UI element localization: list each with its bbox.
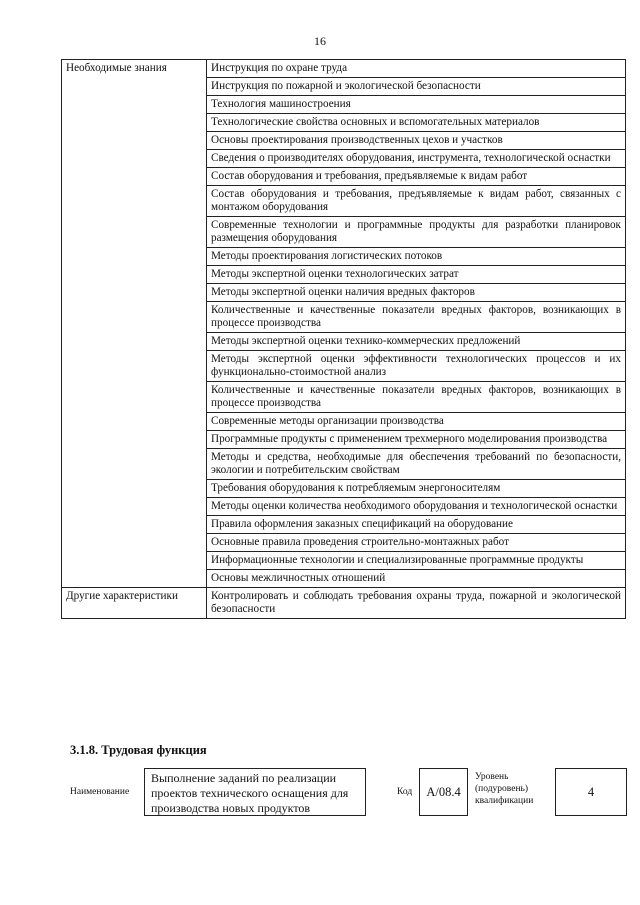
qualification-level-field: 4 bbox=[555, 768, 627, 816]
knowledge-item: Методы экспертной оценки технологических затрат bbox=[207, 266, 626, 284]
knowledge-item: Состав оборудования и требования, предъявляемые к видам работ bbox=[207, 168, 626, 186]
name-label: Наименование bbox=[70, 787, 130, 797]
knowledge-item: Количественные и качественные показатели вредных факторов, возникающих в процессе производства bbox=[207, 302, 626, 333]
knowledge-item: Методы экспертной оценки наличия вредных факторов bbox=[207, 284, 626, 302]
knowledge-item: Сведения о производителях оборудования, инструмента, технологической оснастки bbox=[207, 150, 626, 168]
knowledge-item: Методы экспертной оценки технико-коммерческих предложений bbox=[207, 333, 626, 351]
knowledge-item: Методы оценки количества необходимого оборудования и технологической оснастки bbox=[207, 498, 626, 516]
knowledge-item: Программные продукты с применением трехмерного моделирования производства bbox=[207, 431, 626, 449]
section-title: 3.1.8. Трудовая функция bbox=[70, 743, 207, 757]
requirements-table bbox=[61, 59, 626, 619]
knowledge-item: Основные правила проведения строительно-монтажных работ bbox=[207, 534, 626, 552]
knowledge-item: Технология машиностроения bbox=[207, 96, 626, 114]
knowledge-item: Основы проектирования производственных цехов и участков bbox=[207, 132, 626, 150]
knowledge-item: Количественные и качественные показатели вредных факторов, возникающих в процессе производства bbox=[207, 382, 626, 413]
knowledge-header: Необходимые знания bbox=[62, 60, 207, 588]
knowledge-item: Инструкция по пожарной и экологической безопасности bbox=[207, 78, 626, 96]
page-number: 16 bbox=[314, 34, 326, 48]
knowledge-item: Современные технологии и программные продукты для разработки планировок размещения оборудования bbox=[207, 217, 626, 248]
knowledge-item: Методы экспертной оценки эффективности технологических процессов и их функционально-стоимостной анализ bbox=[207, 351, 626, 382]
knowledge-item: Технологические свойства основных и вспомогательных материалов bbox=[207, 114, 626, 132]
knowledge-item: Требования оборудования к потребляемым энергоносителям bbox=[207, 480, 626, 498]
knowledge-item: Методы и средства, необходимые для обеспечения требований по безопасности, экологии и потребительским свойствам bbox=[207, 449, 626, 480]
function-name-field: Выполнение заданий по реализации проектов технического оснащения для производства новых продуктов bbox=[144, 768, 366, 816]
knowledge-item: Методы проектирования логистических потоков bbox=[207, 248, 626, 266]
knowledge-item: Современные методы организации производства bbox=[207, 413, 626, 431]
level-label: Уровень (подуровень) квалификации bbox=[475, 772, 534, 806]
function-code-field: А/08.4 bbox=[419, 768, 468, 816]
code-label: Код bbox=[397, 787, 413, 797]
knowledge-item: Правила оформления заказных спецификаций на оборудование bbox=[207, 516, 626, 534]
table-row bbox=[62, 60, 626, 78]
knowledge-item: Инструкция по охране труда bbox=[207, 60, 626, 78]
knowledge-item: Основы межличностных отношений bbox=[207, 570, 626, 588]
other-characteristics-text: Контролировать и соблюдать требования охраны труда, пожарной и экологической безопасности bbox=[207, 588, 626, 619]
knowledge-item: Информационные технологии и специализированные программные продукты bbox=[207, 552, 626, 570]
other-characteristics-header: Другие характеристики bbox=[62, 588, 207, 619]
table-row bbox=[62, 588, 626, 619]
knowledge-item: Состав оборудования и требования, предъявляемые к видам работ, связанных с монтажом оборудования bbox=[207, 186, 626, 217]
